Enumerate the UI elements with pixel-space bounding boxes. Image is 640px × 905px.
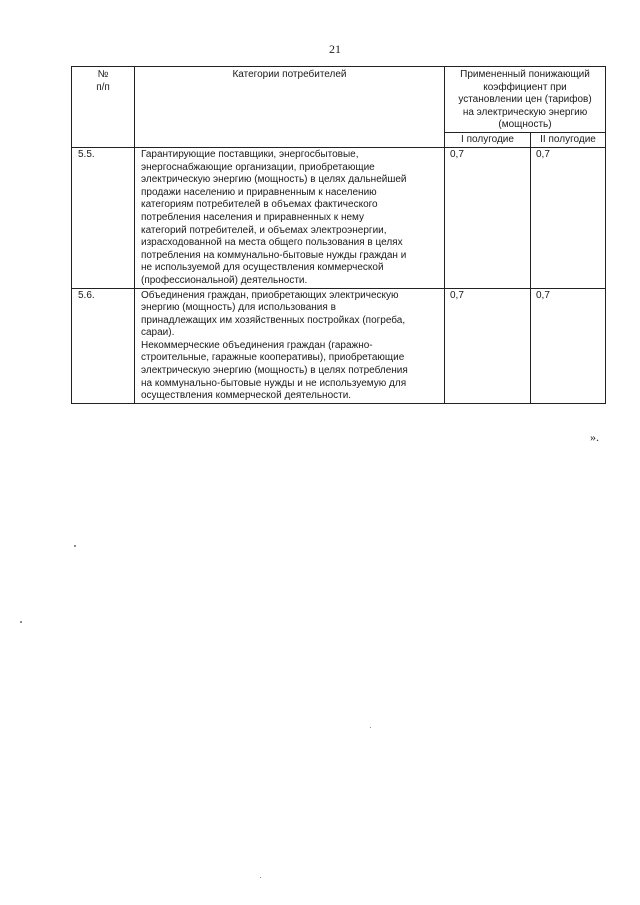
row-number: 5.5. — [72, 147, 135, 288]
header-coefficient-line: коэффициент при — [483, 81, 567, 93]
header-coefficient-line: установлении цен (тарифов) — [458, 94, 592, 106]
header-coefficient — [445, 67, 606, 133]
category-line: продажи населению и приравненным к населению — [141, 186, 377, 198]
row-first-half-value: 0,7 — [445, 147, 531, 288]
header-number-line: № — [97, 69, 109, 80]
category-line: Некоммерческие объединения граждан (гаражно- — [141, 339, 373, 351]
category-line: Гарантирующие поставщики, энергосбытовые, — [141, 148, 359, 160]
category-line: израсходованной на места общего пользования в целях — [141, 237, 403, 249]
category-line: осуществления коммерческой деятельности. — [141, 390, 352, 402]
category-line: потребления населения и приравненных к нему — [141, 211, 365, 223]
scan-speck — [20, 621, 22, 623]
header-row-main — [72, 67, 606, 133]
tariff-coefficient-table — [71, 66, 606, 404]
header-second-half: II полугодие — [531, 132, 606, 147]
category-line: сараи). — [141, 327, 175, 339]
row-category — [135, 288, 445, 403]
category-line: не используемой для осуществления коммерческой — [141, 262, 384, 274]
category-line: строительные, гаражные кооперативы), приобретающие — [141, 352, 405, 364]
closing-quote-mark: ». — [590, 430, 599, 444]
row-number: 5.6. — [72, 288, 135, 403]
category-line: энергию (мощность) для использования в — [141, 302, 336, 314]
header-coefficient-line: Примененный понижающий — [460, 69, 590, 80]
table-row — [72, 288, 606, 403]
category-line: энергоснабжающие организации, приобретающие — [141, 161, 375, 173]
header-category: Категории потребителей — [135, 67, 445, 148]
row-category — [135, 147, 445, 288]
header-number — [72, 67, 135, 148]
category-line: электрическую энергию (мощность) в целях дальнейшей — [141, 174, 407, 186]
header-coefficient-line: на электрическую энергию — [462, 106, 588, 118]
row-second-half-value: 0,7 — [531, 288, 606, 403]
category-line: электрическую энергию (мощность) в целях потребления — [141, 365, 408, 377]
category-line: Объединения граждан, приобретающих электрическую — [141, 289, 399, 301]
category-line: категориям потребителей в объемах фактического — [141, 199, 378, 211]
scan-speck — [74, 545, 76, 547]
row-second-half-value: 0,7 — [531, 147, 606, 288]
category-line: (профессиональной) деятельности. — [141, 274, 308, 286]
page-number: 21 — [329, 42, 341, 56]
header-number-line: п/п — [96, 81, 110, 93]
category-line: потребления на коммунально-бытовые нужды граждан и — [141, 249, 407, 261]
category-line: на коммунально-бытовые нужды и не используемую для — [141, 377, 407, 389]
header-first-half: I полугодие — [445, 132, 531, 147]
scan-speck — [260, 877, 261, 878]
header-coefficient-line: (мощность) — [498, 119, 552, 131]
category-line: категорий потребителей, и объемах электроэнергии, — [141, 224, 387, 236]
table-row — [72, 147, 606, 288]
category-line: принадлежащих им хозяйственных постройках (погреба, — [141, 314, 406, 326]
scan-speck — [370, 727, 371, 728]
row-first-half-value: 0,7 — [445, 288, 531, 403]
